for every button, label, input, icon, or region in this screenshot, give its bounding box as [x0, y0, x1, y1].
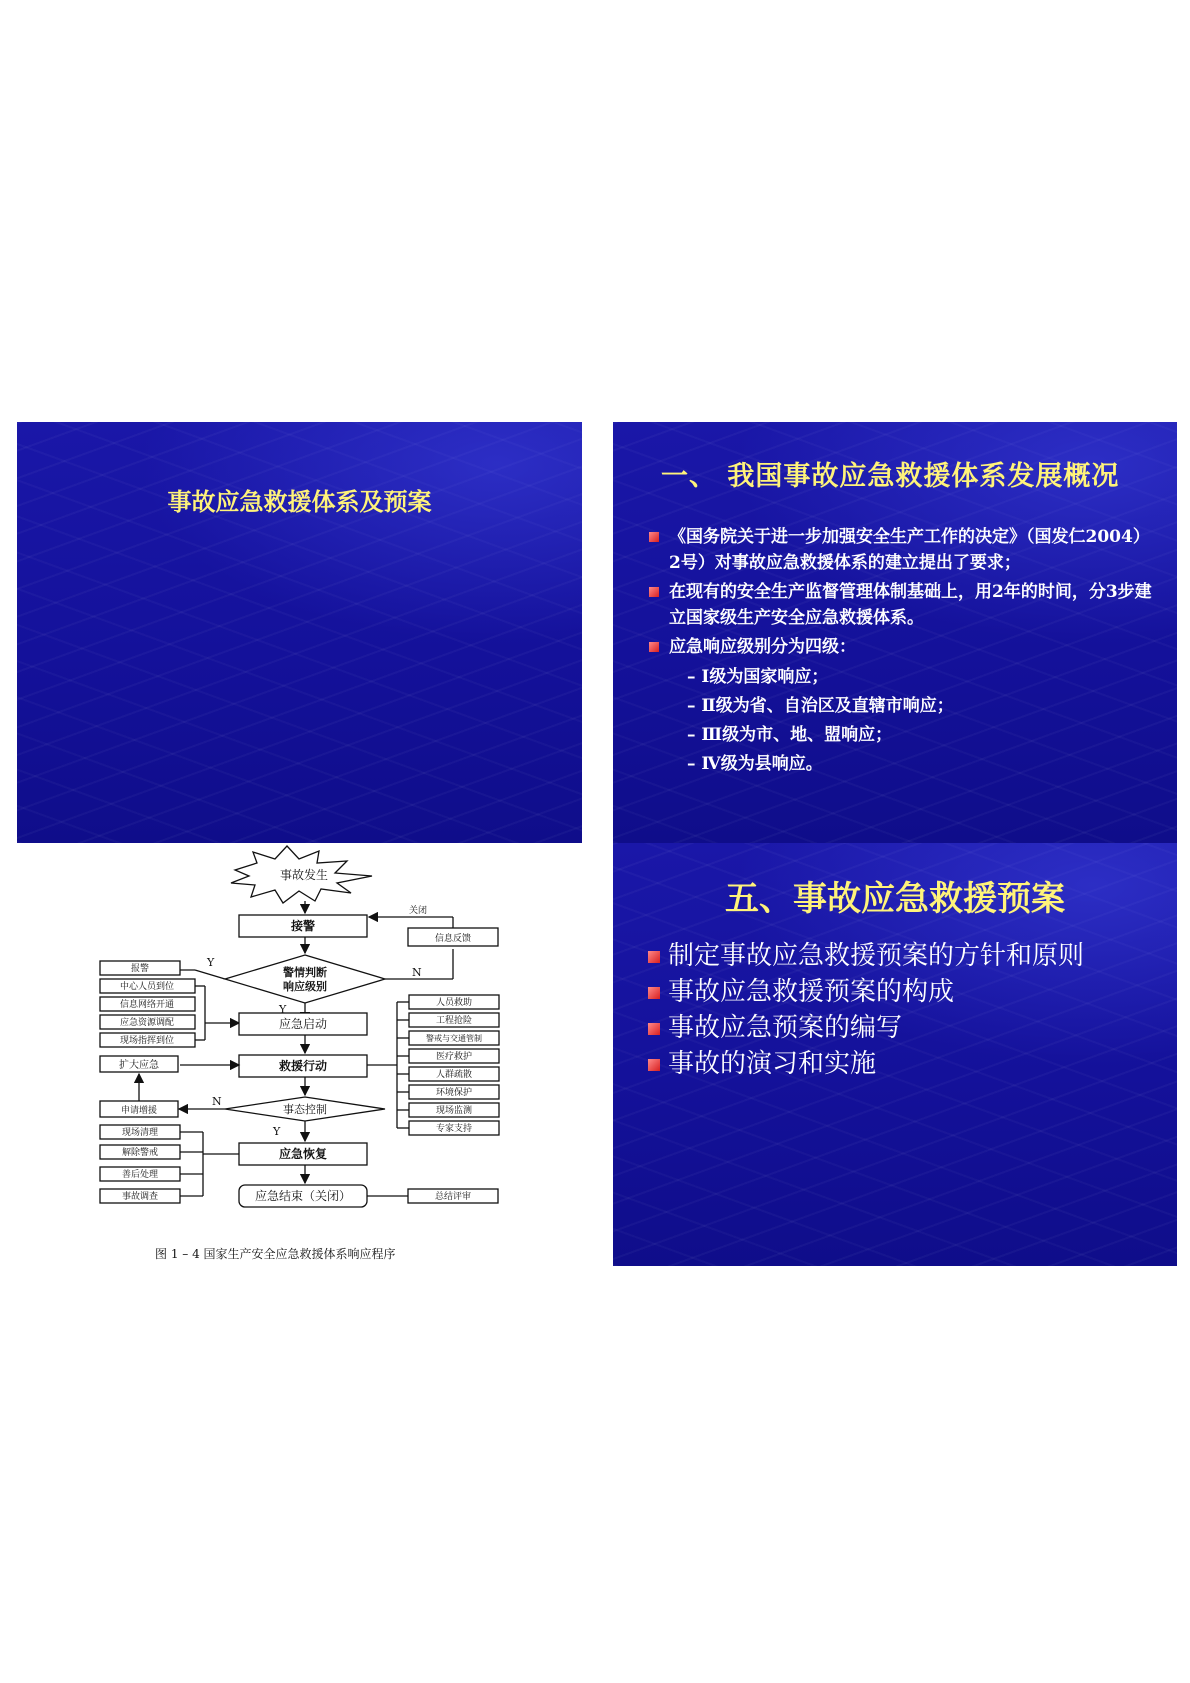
request-support-label: 申请增援	[120, 1106, 158, 1116]
left-top-label: 信息网络开通	[119, 1000, 175, 1010]
bullet-item	[648, 1010, 1084, 1046]
expand-label: 扩大应急	[119, 1060, 159, 1071]
control-label: 事态控制	[283, 1103, 327, 1116]
slide-overview	[613, 422, 1177, 843]
left-bottom-label: 善后处理	[121, 1170, 159, 1180]
sub-bullet-item: – Ⅰ级为国家响应；	[687, 667, 829, 687]
bullet-text: 《国务院关于进一步加强安全生产工作的决定》（国发仁2004）2号）对事故应急救援体系的建立提出了要求；	[669, 527, 1150, 573]
bullet-item	[648, 1046, 1084, 1082]
judge-label-2: 响应级别	[283, 980, 327, 993]
right-list-label: 现场监测	[435, 1106, 473, 1116]
end-label: 应急结束（关闭）	[254, 1189, 352, 1203]
square-bullet-icon	[648, 951, 660, 963]
slide-flowchart	[17, 843, 582, 1273]
square-bullet-icon	[648, 987, 660, 999]
bullet-item	[649, 524, 1159, 576]
bullet-text: 制定事故应急救援预案的方针和原则	[668, 941, 1085, 971]
bullet-item	[649, 579, 1159, 631]
bullet-text: 应急响应级别分为四级：	[669, 637, 856, 657]
right-list-label: 人员救助	[435, 998, 473, 1008]
square-bullet-icon	[648, 1059, 660, 1071]
left-top-label: 应急资源调配	[119, 1018, 175, 1028]
slide2-bullet-list	[649, 524, 1159, 779]
bullet-item	[648, 938, 1084, 974]
square-bullet-icon	[649, 642, 659, 652]
left-top-label: 报警	[130, 964, 150, 974]
left-top-label: 中心人员到位	[119, 982, 175, 992]
yes-label: Y	[273, 1125, 281, 1138]
summary-label: 总结评审	[434, 1192, 472, 1202]
square-bullet-icon	[649, 532, 659, 542]
square-bullet-icon	[648, 1023, 660, 1035]
slide2-title: 一、 我国事故应急救援体系发展概况	[661, 461, 1120, 492]
feedback-label: 信息反馈	[434, 934, 472, 944]
right-list-label: 医疗救护	[435, 1052, 473, 1062]
yes-label: Y	[207, 956, 215, 969]
bullet-text: 事故应急预案的编写	[668, 1013, 903, 1043]
response-start-label: 应急启动	[278, 1017, 328, 1031]
left-bottom-label: 解除警戒	[121, 1148, 159, 1158]
slide4-bullet-list	[648, 938, 1084, 1082]
judge-diamond	[225, 955, 385, 1003]
receive-label: 接警	[290, 919, 316, 933]
bullet-item	[648, 974, 1084, 1010]
response-flowchart	[17, 843, 582, 1273]
bullet-text: 事故应急救援预案的构成	[668, 977, 955, 1007]
right-list-label: 工程抢险	[435, 1016, 473, 1026]
bullet-text: 在现有的安全生产监督管理体制基础上，用2年的时间，分3步建立国家级生产安全应急救援体系。	[669, 582, 1152, 628]
left-bottom-label: 现场清理	[121, 1128, 159, 1138]
square-bullet-icon	[649, 587, 659, 597]
slide-emergency-plan	[613, 843, 1177, 1266]
judge-label-1: 警情判断	[283, 966, 327, 979]
figure-caption: 图 1 – 4 国家生产安全应急救援体系响应程序	[155, 1247, 396, 1261]
yes-label: Y	[279, 1003, 287, 1016]
bullet-text: 事故的演习和实施	[668, 1049, 877, 1079]
slide1-title: 事故应急救援体系及预案	[167, 487, 432, 516]
start-label: 事故发生	[279, 868, 329, 882]
sub-bullet-item: – Ⅲ级为市、地、盟响应；	[687, 725, 893, 745]
sub-bullet-item: – Ⅱ级为省、自治区及直辖市响应；	[687, 696, 954, 716]
left-top-label: 现场指挥到位	[119, 1036, 175, 1046]
slide4-title: 五、事故应急救援预案	[725, 879, 1065, 919]
left-bottom-label: 事故调查	[121, 1192, 159, 1202]
right-list-label: 环境保护	[435, 1088, 473, 1098]
bullet-item	[649, 634, 1159, 660]
rescue-action-label: 救援行动	[278, 1059, 328, 1073]
recovery-label: 应急恢复	[278, 1147, 328, 1161]
no-label: N	[212, 1095, 222, 1108]
sub-bullet-item: – Ⅳ级为县响应。	[687, 754, 823, 774]
no-label: N	[412, 966, 422, 979]
right-list-label: 人群疏散	[435, 1070, 473, 1080]
slide-title-page	[17, 422, 582, 843]
right-list-label: 警戒与交通管制	[426, 1034, 482, 1043]
close-label: 关闭	[409, 906, 428, 916]
right-list-label: 专家支持	[435, 1124, 473, 1134]
